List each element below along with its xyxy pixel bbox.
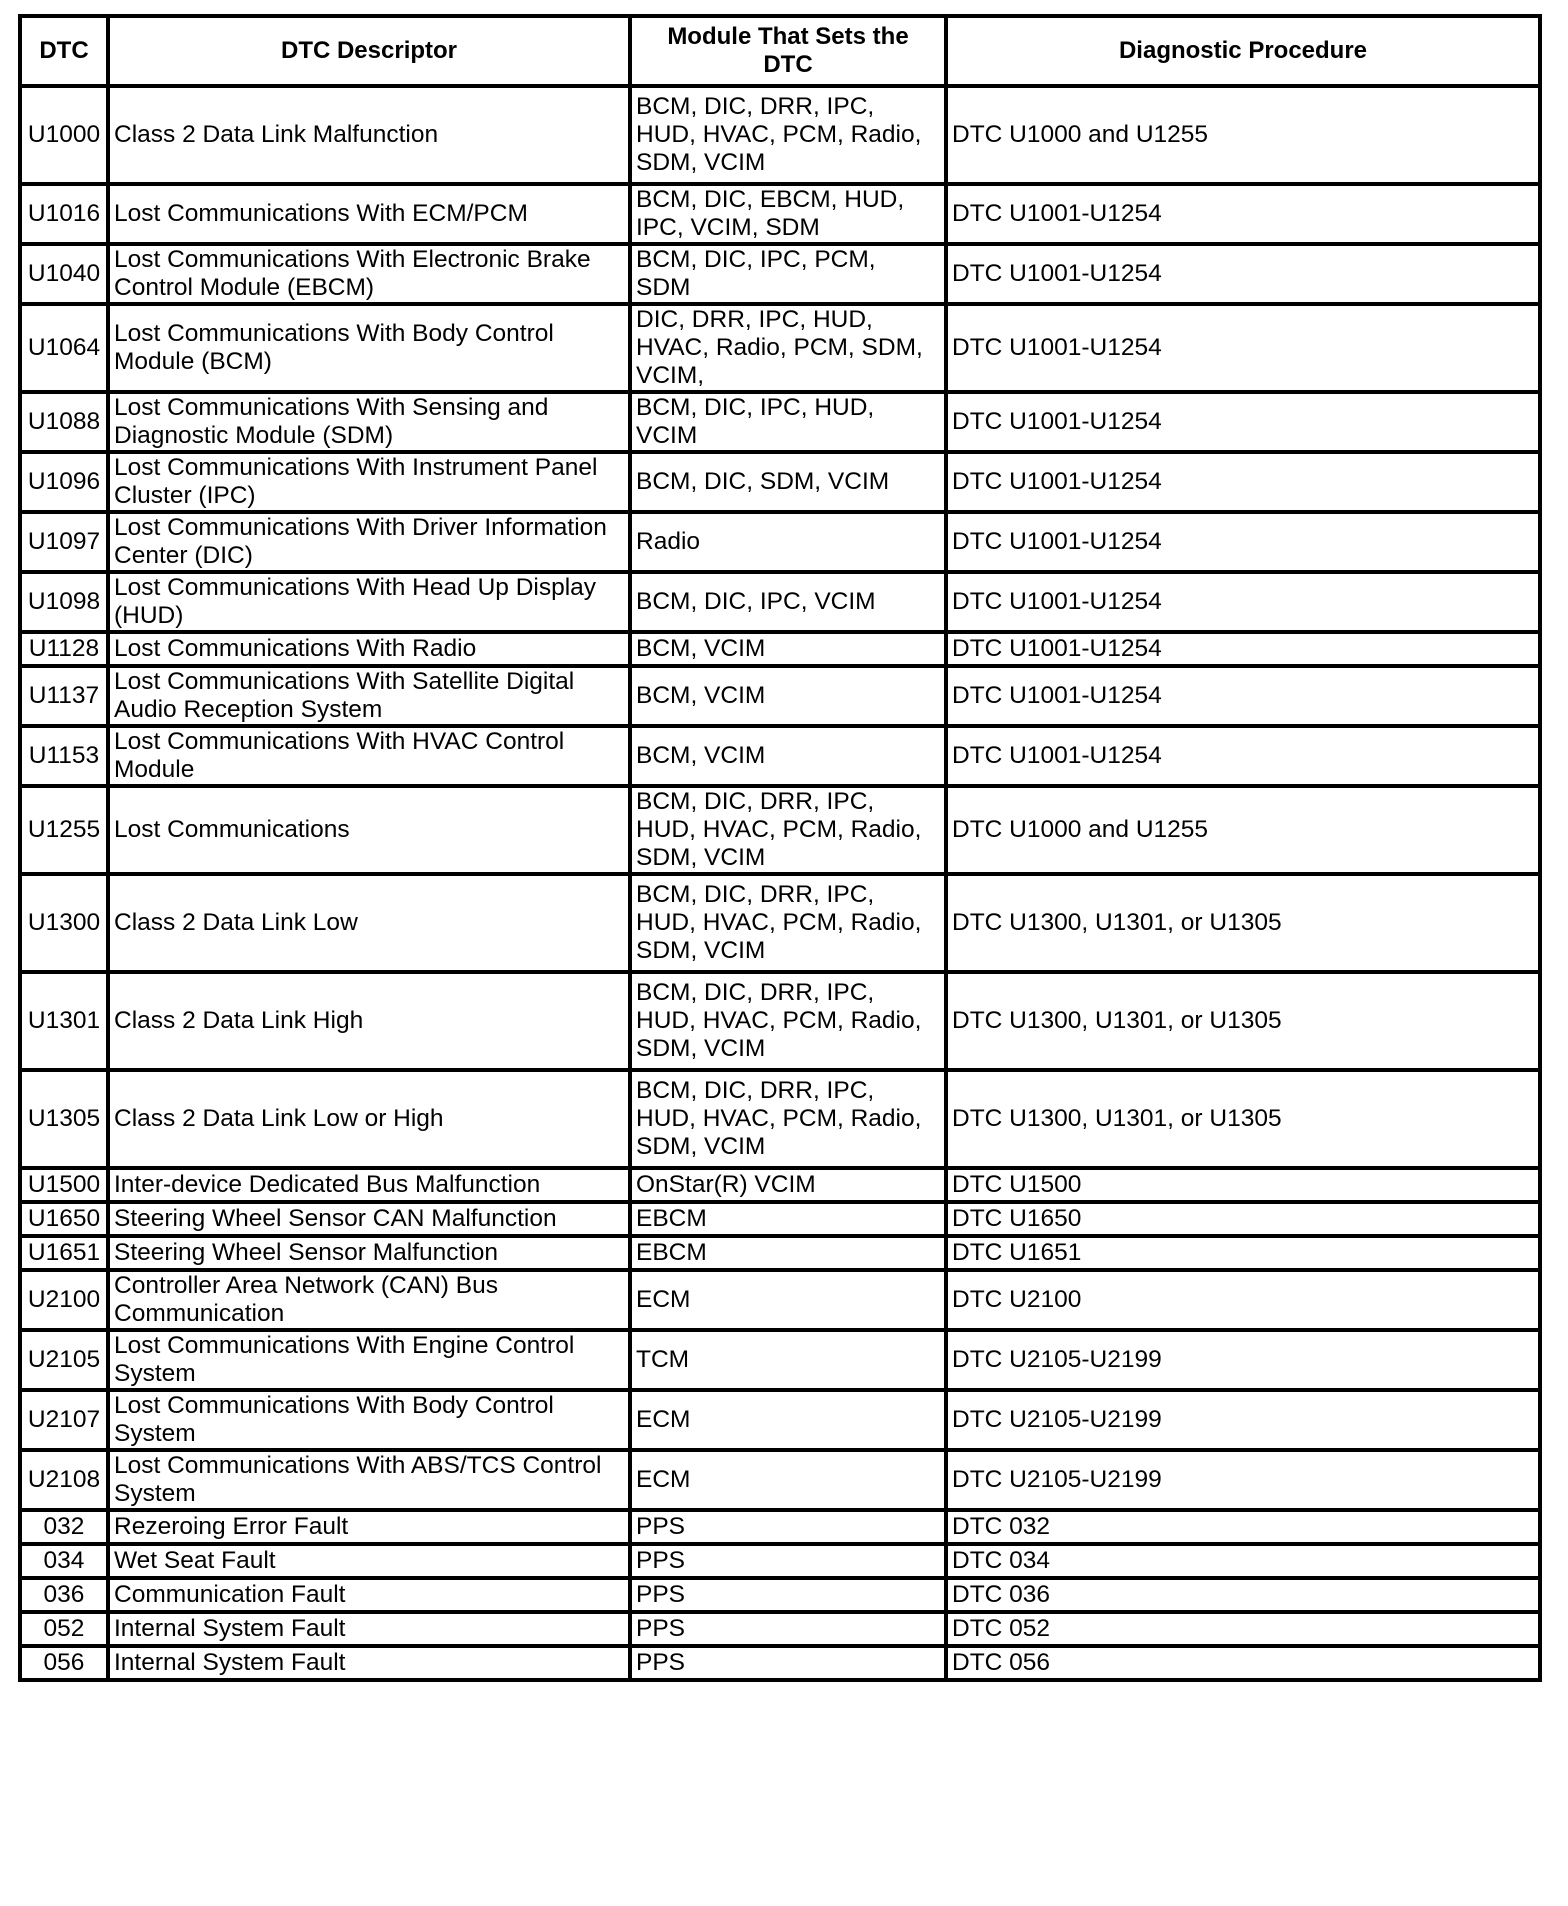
dtc-descriptor-cell xyxy=(108,1544,630,1578)
table-row xyxy=(20,972,1540,1070)
diagnostic-procedure-cell xyxy=(946,1390,1540,1450)
table-row xyxy=(20,1236,1540,1270)
dtc-code-cell xyxy=(20,632,108,666)
dtc-code-cell-text: U2107 xyxy=(27,1406,101,1433)
dtc-descriptor-cell xyxy=(108,304,630,392)
header-module: Module That Sets the DTC xyxy=(630,16,946,86)
module-cell xyxy=(630,1612,946,1646)
diagnostic-procedure-cell xyxy=(946,1646,1540,1680)
dtc-descriptor-cell-text: Steering Wheel Sensor CAN Malfunction xyxy=(114,1205,557,1232)
dtc-descriptor-cell-text: Internal System Fault xyxy=(114,1615,346,1642)
diagnostic-procedure-cell xyxy=(946,1510,1540,1544)
diagnostic-procedure-cell-text: DTC U1000 and U1255 xyxy=(952,121,1209,148)
module-cell xyxy=(630,1236,946,1270)
dtc-descriptor-cell xyxy=(108,972,630,1070)
dtc-code-cell xyxy=(20,1612,108,1646)
module-cell xyxy=(630,972,946,1070)
dtc-descriptor-cell xyxy=(108,1578,630,1612)
table-row xyxy=(20,512,1540,572)
module-cell-text: BCM, DIC, DRR, IPC, HUD, HVAC, PCM, Radio, SDM, VCIM xyxy=(636,881,922,964)
module-cell-text: ECM xyxy=(636,1286,691,1313)
table-row xyxy=(20,1390,1540,1450)
module-cell xyxy=(630,666,946,726)
diagnostic-procedure-cell xyxy=(946,572,1540,632)
dtc-descriptor-cell-text: Lost Communications With Body Control System xyxy=(114,1392,554,1447)
module-cell xyxy=(630,874,946,972)
module-cell xyxy=(630,392,946,452)
dtc-descriptor-cell xyxy=(108,1450,630,1510)
dtc-code-cell xyxy=(20,786,108,874)
dtc-code-cell-text: U1128 xyxy=(28,635,100,662)
dtc-code-cell xyxy=(20,1646,108,1680)
dtc-code-cell xyxy=(20,1330,108,1390)
dtc-code-cell-text: U2105 xyxy=(27,1346,101,1373)
module-cell xyxy=(630,1168,946,1202)
dtc-code-cell xyxy=(20,304,108,392)
dtc-descriptor-cell-text: Class 2 Data Link Low or High xyxy=(114,1105,444,1132)
diagnostic-procedure-cell-text: DTC U1001-U1254 xyxy=(952,334,1162,361)
diagnostic-procedure-cell xyxy=(946,1270,1540,1330)
module-cell-text: BCM, DIC, DRR, IPC, HUD, HVAC, PCM, Radio, SDM, VCIM xyxy=(636,979,922,1062)
module-cell xyxy=(630,632,946,666)
dtc-code-cell xyxy=(20,1578,108,1612)
table-row xyxy=(20,184,1540,244)
module-cell xyxy=(630,1544,946,1578)
table-row xyxy=(20,786,1540,874)
dtc-code-cell xyxy=(20,512,108,572)
diagnostic-procedure-cell-text: DTC U1001-U1254 xyxy=(952,588,1162,615)
module-cell xyxy=(630,1646,946,1680)
dtc-code-cell-text: U2100 xyxy=(27,1286,101,1313)
dtc-descriptor-cell xyxy=(108,1270,630,1330)
diagnostic-procedure-cell-text: DTC U1001-U1254 xyxy=(952,635,1162,662)
diagnostic-procedure-cell-text: DTC U1500 xyxy=(952,1171,1082,1198)
dtc-descriptor-cell-text: Lost Communications With Head Up Display (HUD) xyxy=(114,574,597,629)
dtc-code-cell xyxy=(20,1270,108,1330)
dtc-descriptor-cell-text: Class 2 Data Link Low xyxy=(114,909,358,936)
dtc-descriptor-cell xyxy=(108,86,630,184)
dtc-descriptor-cell-text: Lost Communications xyxy=(114,816,350,843)
diagnostic-procedure-cell xyxy=(946,1612,1540,1646)
dtc-code-cell xyxy=(20,86,108,184)
dtc-code-cell-text: U1097 xyxy=(27,528,101,555)
diagnostic-procedure-cell-text: DTC U1001-U1254 xyxy=(952,200,1162,227)
diagnostic-procedure-cell-text: DTC U2105-U2199 xyxy=(952,1466,1162,1493)
table-row xyxy=(20,1270,1540,1330)
module-cell xyxy=(630,512,946,572)
dtc-descriptor-cell xyxy=(108,1202,630,1236)
dtc-descriptor-cell-text: Steering Wheel Sensor Malfunction xyxy=(114,1239,499,1266)
dtc-code-cell-text: U2108 xyxy=(27,1466,101,1493)
dtc-descriptor-cell xyxy=(108,1646,630,1680)
diagnostic-procedure-cell xyxy=(946,1202,1540,1236)
dtc-descriptor-cell-text: Lost Communications With Sensing and Diagnostic Module (SDM) xyxy=(114,394,549,449)
diagnostic-procedure-cell xyxy=(946,184,1540,244)
dtc-code-cell-text: U1137 xyxy=(28,682,100,709)
diagnostic-procedure-cell xyxy=(946,666,1540,726)
dtc-descriptor-cell xyxy=(108,726,630,786)
dtc-code-cell-text: U1255 xyxy=(27,816,101,843)
module-cell-text: BCM, DIC, IPC, VCIM xyxy=(636,588,876,615)
dtc-code-cell xyxy=(20,972,108,1070)
table-body xyxy=(20,86,1540,1680)
diagnostic-procedure-cell xyxy=(946,632,1540,666)
module-cell-text: ECM xyxy=(636,1466,691,1493)
module-cell-text: PPS xyxy=(636,1547,686,1574)
module-cell xyxy=(630,1390,946,1450)
header-dtc: DTC xyxy=(20,16,108,86)
diagnostic-procedure-cell-text: DTC 036 xyxy=(952,1581,1051,1608)
table-row xyxy=(20,666,1540,726)
dtc-descriptor-cell xyxy=(108,1070,630,1168)
diagnostic-procedure-cell xyxy=(946,512,1540,572)
diagnostic-procedure-cell xyxy=(946,1330,1540,1390)
dtc-code-cell-text: 056 xyxy=(43,1649,85,1676)
module-cell-text: BCM, DIC, DRR, IPC, HUD, HVAC, PCM, Radio, SDM, VCIM xyxy=(636,1077,922,1160)
module-cell xyxy=(630,1578,946,1612)
diagnostic-procedure-cell xyxy=(946,726,1540,786)
diagnostic-procedure-cell-text: DTC U2105-U2199 xyxy=(952,1346,1162,1373)
dtc-code-cell xyxy=(20,452,108,512)
dtc-code-cell-text: 036 xyxy=(43,1581,85,1608)
module-cell-text: EBCM xyxy=(636,1239,707,1266)
dtc-code-cell-text: U1153 xyxy=(28,742,100,769)
dtc-descriptor-cell xyxy=(108,1390,630,1450)
module-cell-text: BCM, DIC, IPC, PCM, SDM xyxy=(636,246,876,301)
module-cell-text: BCM, DIC, SDM, VCIM xyxy=(636,468,890,495)
diagnostic-procedure-cell xyxy=(946,392,1540,452)
module-cell-text: PPS xyxy=(636,1581,686,1608)
dtc-code-cell-text: 032 xyxy=(43,1513,85,1540)
table-row xyxy=(20,1578,1540,1612)
module-cell xyxy=(630,572,946,632)
table-row xyxy=(20,1646,1540,1680)
dtc-descriptor-cell-text: Lost Communications With HVAC Control Module xyxy=(114,728,565,783)
module-cell xyxy=(630,304,946,392)
diagnostic-procedure-cell xyxy=(946,304,1540,392)
diagnostic-procedure-cell-text: DTC U1001-U1254 xyxy=(952,528,1162,555)
table-row xyxy=(20,392,1540,452)
table-row xyxy=(20,1612,1540,1646)
dtc-descriptor-cell-text: Class 2 Data Link Malfunction xyxy=(114,121,439,148)
dtc-code-cell-text: 034 xyxy=(43,1547,85,1574)
dtc-code-cell xyxy=(20,666,108,726)
dtc-descriptor-cell xyxy=(108,1236,630,1270)
dtc-code-cell xyxy=(20,1202,108,1236)
table-row xyxy=(20,244,1540,304)
diagnostic-procedure-cell xyxy=(946,1070,1540,1168)
header-dtc-descriptor: DTC Descriptor xyxy=(108,16,630,86)
diagnostic-procedure-cell xyxy=(946,972,1540,1070)
dtc-descriptor-cell xyxy=(108,184,630,244)
module-cell-text: PPS xyxy=(636,1615,686,1642)
dtc-code-cell xyxy=(20,1390,108,1450)
dtc-code-cell-text: U1000 xyxy=(27,121,101,148)
header-diagnostic-procedure: Diagnostic Procedure xyxy=(946,16,1540,86)
diagnostic-procedure-cell xyxy=(946,1168,1540,1202)
dtc-descriptor-cell-text: Communication Fault xyxy=(114,1581,346,1608)
diagnostic-procedure-cell-text: DTC U1001-U1254 xyxy=(952,742,1162,769)
table-row xyxy=(20,572,1540,632)
dtc-code-cell-text: U1040 xyxy=(27,260,101,287)
diagnostic-procedure-cell-text: DTC U1650 xyxy=(952,1205,1082,1232)
table-row xyxy=(20,632,1540,666)
dtc-descriptor-cell xyxy=(108,572,630,632)
diagnostic-procedure-cell-text: DTC U1651 xyxy=(952,1239,1082,1266)
dtc-code-cell-text: U1650 xyxy=(27,1205,101,1232)
dtc-descriptor-cell-text: Lost Communications With Radio xyxy=(114,635,477,662)
table-row xyxy=(20,1544,1540,1578)
dtc-code-cell xyxy=(20,1168,108,1202)
module-cell-text: OnStar(R) VCIM xyxy=(636,1171,816,1198)
dtc-descriptor-cell-text: Lost Communications With Electronic Brake Control Module (EBCM) xyxy=(114,246,591,301)
dtc-descriptor-cell xyxy=(108,1168,630,1202)
dtc-descriptor-cell xyxy=(108,512,630,572)
module-cell xyxy=(630,184,946,244)
module-cell-text: ECM xyxy=(636,1406,691,1433)
diagnostic-procedure-cell-text: DTC 034 xyxy=(952,1547,1051,1574)
diagnostic-procedure-cell-text: DTC U1001-U1254 xyxy=(952,408,1162,435)
dtc-code-cell-text: U1305 xyxy=(27,1105,101,1132)
dtc-descriptor-cell-text: Lost Communications With ECM/PCM xyxy=(114,200,528,227)
dtc-code-cell xyxy=(20,244,108,304)
dtc-descriptor-cell xyxy=(108,1510,630,1544)
module-cell-text: PPS xyxy=(636,1513,686,1540)
dtc-code-cell xyxy=(20,874,108,972)
module-cell-text: PPS xyxy=(636,1649,686,1676)
dtc-code-cell xyxy=(20,1070,108,1168)
module-cell-text: DIC, DRR, IPC, HUD, HVAC, Radio, PCM, SDM, VCIM, xyxy=(636,306,923,389)
module-cell-text: BCM, VCIM xyxy=(636,682,766,709)
dtc-code-cell-text: U1500 xyxy=(27,1171,101,1198)
table-row xyxy=(20,452,1540,512)
table-row xyxy=(20,1202,1540,1236)
dtc-descriptor-cell xyxy=(108,786,630,874)
dtc-descriptor-cell-text: Inter-device Dedicated Bus Malfunction xyxy=(114,1171,541,1198)
dtc-descriptor-cell-text: Rezeroing Error Fault xyxy=(114,1513,349,1540)
diagnostic-procedure-cell-text: DTC U2105-U2199 xyxy=(952,1406,1162,1433)
module-cell xyxy=(630,1070,946,1168)
dtc-code-cell-text: U1301 xyxy=(27,1007,101,1034)
table-row xyxy=(20,1450,1540,1510)
dtc-descriptor-cell-text: Lost Communications With Satellite Digital Audio Reception System xyxy=(114,668,575,723)
diagnostic-procedure-cell-text: DTC 056 xyxy=(952,1649,1051,1676)
dtc-descriptor-cell xyxy=(108,874,630,972)
dtc-code-cell xyxy=(20,1236,108,1270)
dtc-code-cell-text: U1098 xyxy=(27,588,101,615)
module-cell xyxy=(630,244,946,304)
diagnostic-procedure-cell-text: DTC U1300, U1301, or U1305 xyxy=(952,1007,1282,1034)
dtc-code-cell xyxy=(20,184,108,244)
diagnostic-procedure-cell-text: DTC 052 xyxy=(952,1615,1051,1642)
diagnostic-procedure-cell-text: DTC U1300, U1301, or U1305 xyxy=(952,1105,1282,1132)
module-cell xyxy=(630,86,946,184)
module-cell-text: BCM, DIC, EBCM, HUD, IPC, VCIM, SDM xyxy=(636,186,905,241)
table-header-row xyxy=(20,16,1540,86)
table-row xyxy=(20,304,1540,392)
dtc-code-cell-text: U1300 xyxy=(27,909,101,936)
dtc-descriptor-cell-text: Lost Communications With Driver Information Center (DIC) xyxy=(114,514,607,569)
table-row xyxy=(20,86,1540,184)
dtc-code-cell-text: 052 xyxy=(43,1615,85,1642)
dtc-code-cell xyxy=(20,572,108,632)
dtc-descriptor-cell-text: Lost Communications With Instrument Panel Cluster (IPC) xyxy=(114,454,598,509)
diagnostic-procedure-cell-text: DTC U1001-U1254 xyxy=(952,682,1162,709)
table-row xyxy=(20,1070,1540,1168)
diagnostic-procedure-cell xyxy=(946,244,1540,304)
diagnostic-procedure-cell-text: DTC U1300, U1301, or U1305 xyxy=(952,909,1282,936)
dtc-descriptor-cell-text: Controller Area Network (CAN) Bus Communication xyxy=(114,1272,498,1327)
table-row xyxy=(20,1330,1540,1390)
diagnostic-procedure-cell xyxy=(946,1236,1540,1270)
dtc-code-cell xyxy=(20,392,108,452)
module-cell-text: BCM, DIC, IPC, HUD, VCIM xyxy=(636,394,875,449)
diagnostic-procedure-cell-text: DTC U2100 xyxy=(952,1286,1082,1313)
diagnostic-procedure-cell-text: DTC 032 xyxy=(952,1513,1051,1540)
diagnostic-procedure-cell xyxy=(946,1450,1540,1510)
module-cell-text: BCM, VCIM xyxy=(636,635,766,662)
diagnostic-procedure-cell xyxy=(946,1578,1540,1612)
dtc-descriptor-cell xyxy=(108,1330,630,1390)
module-cell-text: TCM xyxy=(636,1346,690,1373)
diagnostic-procedure-cell xyxy=(946,874,1540,972)
module-cell xyxy=(630,452,946,512)
diagnostic-procedure-cell-text: DTC U1001-U1254 xyxy=(952,468,1162,495)
dtc-descriptor-cell xyxy=(108,244,630,304)
module-cell xyxy=(630,786,946,874)
dtc-descriptor-cell xyxy=(108,452,630,512)
module-cell xyxy=(630,726,946,786)
dtc-descriptor-cell-text: Lost Communications With Body Control Module (BCM) xyxy=(114,320,554,375)
table-row xyxy=(20,726,1540,786)
module-cell xyxy=(630,1450,946,1510)
dtc-code-cell xyxy=(20,726,108,786)
module-cell xyxy=(630,1510,946,1544)
module-cell-text: EBCM xyxy=(636,1205,707,1232)
dtc-code-cell xyxy=(20,1544,108,1578)
dtc-descriptor-cell-text: Lost Communications With ABS/TCS Control System xyxy=(114,1452,602,1507)
dtc-descriptor-cell-text: Class 2 Data Link High xyxy=(114,1007,364,1034)
module-cell-text: BCM, DIC, DRR, IPC, HUD, HVAC, PCM, Radio, SDM, VCIM xyxy=(636,93,922,176)
dtc-descriptor-cell-text: Wet Seat Fault xyxy=(114,1547,276,1574)
table-row xyxy=(20,1510,1540,1544)
dtc-descriptor-cell xyxy=(108,1612,630,1646)
module-cell-text: BCM, VCIM xyxy=(636,742,766,769)
dtc-descriptor-cell xyxy=(108,632,630,666)
dtc-code-cell-text: U1651 xyxy=(27,1239,101,1266)
diagnostic-procedure-cell xyxy=(946,86,1540,184)
dtc-code-cell xyxy=(20,1510,108,1544)
diagnostic-procedure-cell-text: DTC U1000 and U1255 xyxy=(952,816,1209,843)
diagnostic-procedure-cell xyxy=(946,452,1540,512)
diagnostic-procedure-cell-text: DTC U1001-U1254 xyxy=(952,260,1162,287)
dtc-descriptor-cell-text: Lost Communications With Engine Control System xyxy=(114,1332,575,1387)
module-cell-text: BCM, DIC, DRR, IPC, HUD, HVAC, PCM, Radio, SDM, VCIM xyxy=(636,788,922,871)
table-row xyxy=(20,874,1540,972)
dtc-code-cell-text: U1064 xyxy=(27,334,101,361)
dtc-code-cell-text: U1016 xyxy=(27,200,101,227)
diagnostic-procedure-cell xyxy=(946,1544,1540,1578)
table-row xyxy=(20,1168,1540,1202)
dtc-descriptor-cell xyxy=(108,392,630,452)
module-cell xyxy=(630,1330,946,1390)
dtc-code-cell xyxy=(20,1450,108,1510)
module-cell xyxy=(630,1270,946,1330)
module-cell-text: Radio xyxy=(636,528,701,555)
dtc-descriptor-cell-text: Internal System Fault xyxy=(114,1649,346,1676)
dtc-table xyxy=(18,14,1542,1682)
module-cell xyxy=(630,1202,946,1236)
dtc-code-cell-text: U1096 xyxy=(27,468,101,495)
diagnostic-procedure-cell xyxy=(946,786,1540,874)
dtc-descriptor-cell xyxy=(108,666,630,726)
dtc-code-cell-text: U1088 xyxy=(27,408,101,435)
